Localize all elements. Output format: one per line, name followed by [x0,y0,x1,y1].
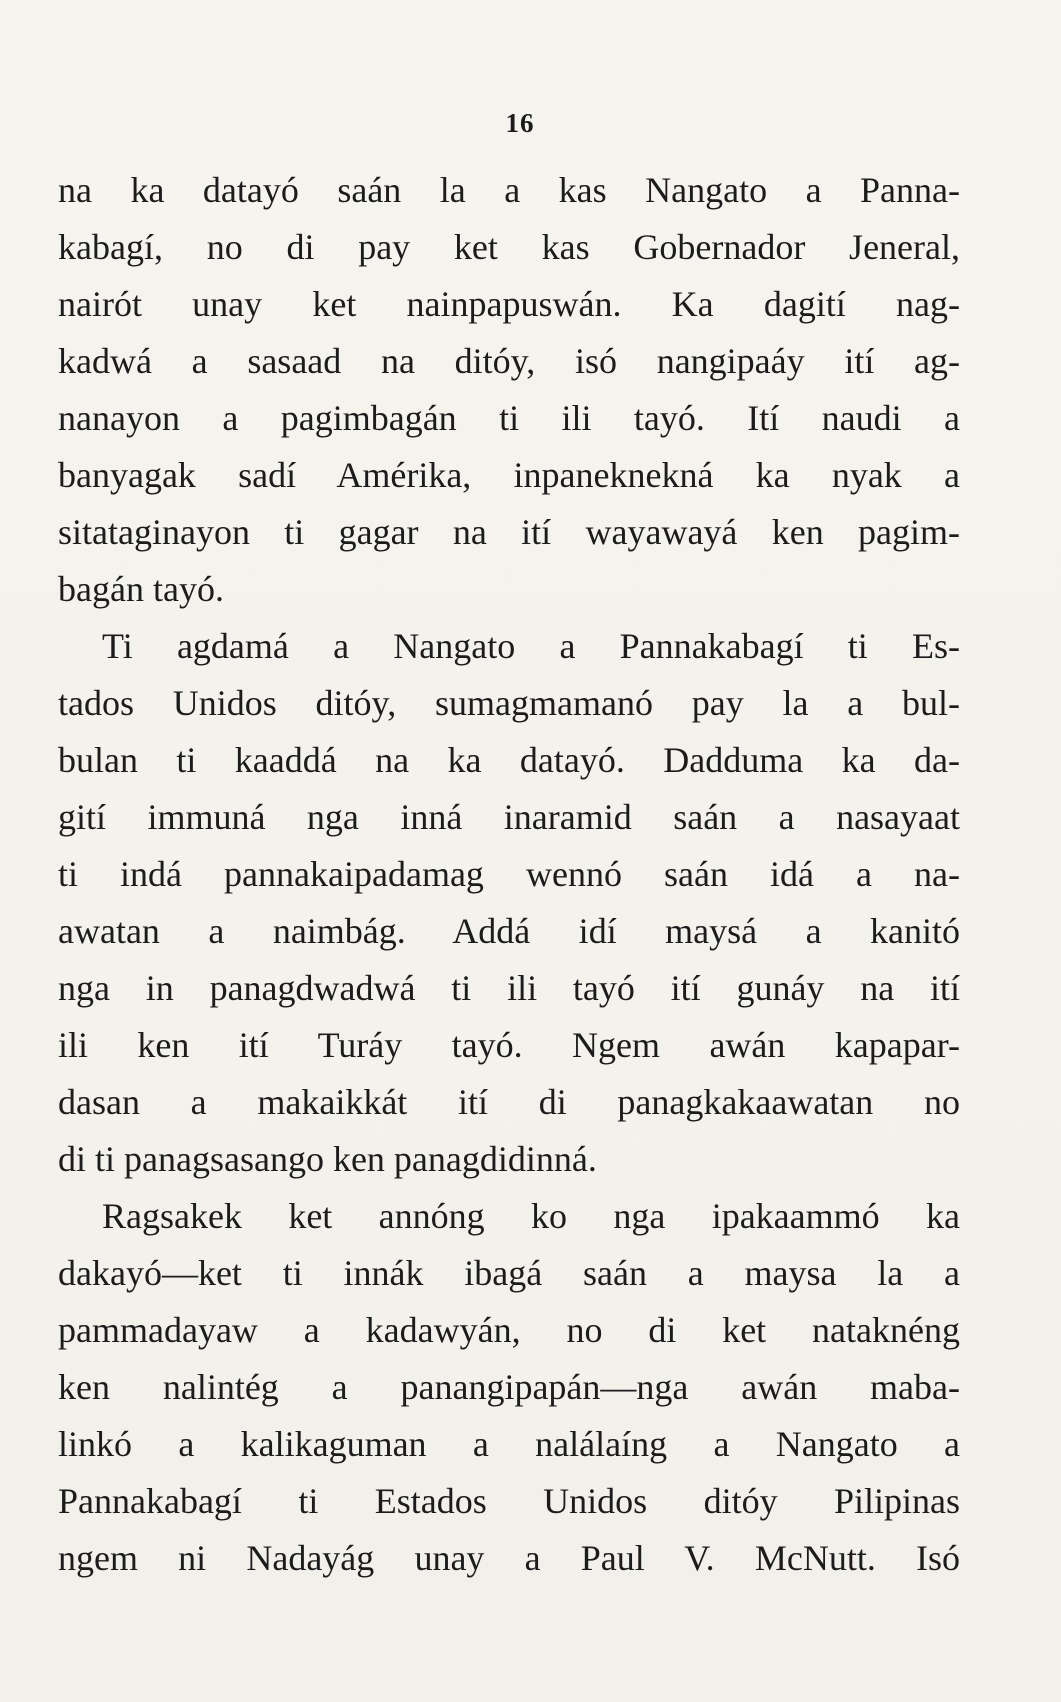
text-line: Pannakabagí ti Estados Unidos ditóy Pilipinas [58,1481,960,1521]
text-line: ken nalintég a panangipapán—nga awán maba- [58,1367,960,1407]
text-line: banyagak sadí Amérika, inpaneknekná ka nyak a [58,455,960,495]
text-line: di ti panagsasango ken panagdidinná. [58,1139,597,1179]
paragraph-2 [58,618,960,1188]
text-line: kabagí, no di pay ket kas Gobernador Jeneral, [58,227,960,267]
text-line: awatan a naimbág. Addá idí maysá a kanitó [58,911,960,951]
text-line: nairót unay ket nainpapuswán. Ka dagití nag- [58,284,960,324]
text-line: bagán tayó. [58,569,224,609]
text-line: dasan a makaikkát ití di panagkakaawatan no [58,1082,960,1122]
text-line: nanayon a pagimbagán ti ili tayó. Ití naudi a [58,398,960,438]
text-line: sitataginayon ti gagar na ití wayawayá ken pagim- [58,512,960,552]
text-line: ti indá pannakaipadamag wennó saán idá a na- [58,854,960,894]
text-line: na ka datayó saán la a kas Nangato a Panna- [58,170,960,210]
text-line: ngem ni Nadayág unay a Paul V. McNutt. Isó [58,1538,960,1578]
text-line: pammadayaw a kadawyán, no di ket nataknéng [58,1310,960,1350]
text-line: linkó a kalikaguman a nalálaíng a Nangato a [58,1424,960,1464]
text-line: Ti agdamá a Nangato a Pannakabagí ti Es- [102,626,960,666]
text-line: nga in panagdwadwá ti ili tayó ití gunáy na ití [58,968,960,1008]
text-line: tados Unidos ditóy, sumagmamanó pay la a bul- [58,683,960,723]
page-number: 16 [505,108,535,138]
body-text [58,162,960,1587]
text-line: ili ken ití Turáy tayó. Ngem awán kapapar- [58,1025,960,1065]
text-line: bulan ti kaaddá na ka datayó. Dadduma ka da- [58,740,960,780]
text-line: Ragsakek ket annóng ko nga ipakaammó ka [102,1196,960,1236]
text-line: dakayó—ket ti innák ibagá saán a maysa la a [58,1253,960,1293]
text-line: kadwá a sasaad na ditóy, isó nangipaáy ití ag- [58,341,960,381]
paragraph-1 [58,162,960,618]
paragraph-3 [58,1188,960,1587]
text-line: gití immuná nga inná inaramid saán a nasayaat [58,797,960,837]
